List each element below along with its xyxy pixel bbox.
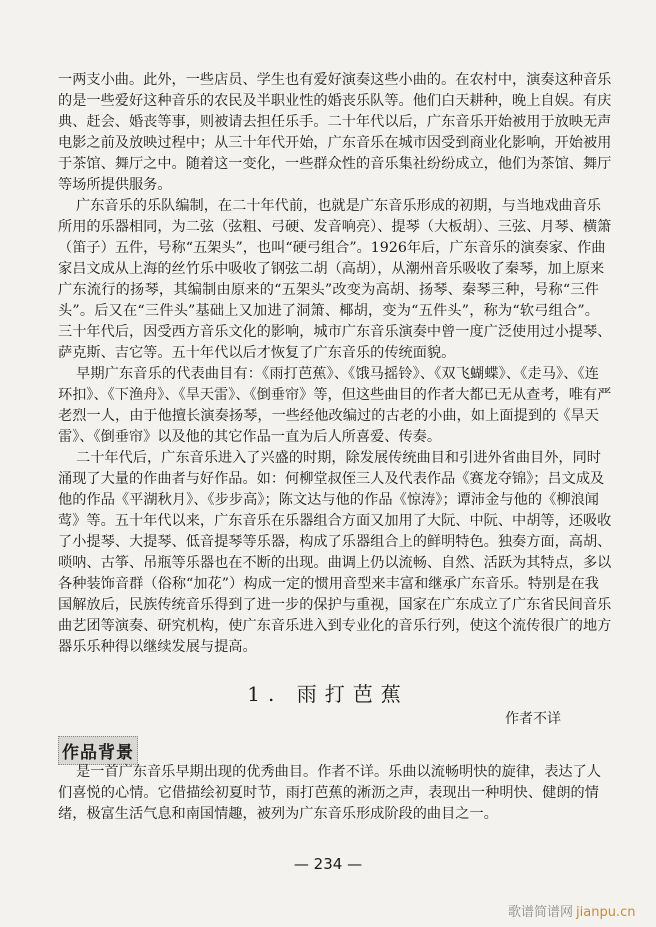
watermark-logo <box>508 901 635 920</box>
text-line: 于茶馆、舞厅之中。随着这一变化，一些群众性的音乐集社纷纷成立，他们为茶馆、舞厅 <box>58 156 612 172</box>
paragraph <box>58 762 599 825</box>
watermark-name: 歌谱简谱网 <box>508 905 574 920</box>
text-line: 广东流行的扬琴，其编制由原来的“五架头”改变为高胡、扬琴、秦琴三种，号称“三件 <box>58 282 599 298</box>
text-line: 等场所提供服务。 <box>58 177 172 193</box>
text-line: 老烈一人，由于他擅长演奏扬琴，一些经他改编过的古老的小曲，如上面提到的《旱天 <box>58 408 599 424</box>
text-line: 家吕文成从上海的丝竹乐中吸收了钢弦二胡（高胡），从潮州音乐吸收了秦琴，加上原来 <box>58 261 605 277</box>
text-line: 绪，极富生活气息和南国情趣，被列为广东音乐形成阶段的曲目之一。 <box>58 806 498 822</box>
paragraph <box>58 196 612 364</box>
paragraph <box>58 364 612 448</box>
section-heading: 作品背景 <box>58 736 138 765</box>
text-line: 了小提琴、大提琴、低音提琴等乐器，构成了乐器组合上的鲜明特色。独奏方面，高胡、 <box>58 534 612 550</box>
text-line: 头”。后又在“三件头”基础上又加进了洞箫、椰胡，变为“五件头”，称为“软弓组合”。 <box>58 303 599 319</box>
text-line: 电影之前及放映过程中；从三十年代开始，广东音乐在城市因受到商业化影响，开始被用 <box>58 135 612 151</box>
paragraph <box>58 70 612 196</box>
text-line: 典、赶会、婚丧等事，则被请去担任乐手。二十年代以后，广东音乐开始被用于放映无声 <box>58 114 612 130</box>
text-line: 国解放后，民族传统音乐得到了进一步的保护与重视，国家在广东成立了广东省民间音乐 <box>58 597 612 613</box>
page-number: — 234 — <box>293 855 363 873</box>
text-line: 所用的乐器相同，为二弦（弦粗、弓硬、发音响亮）、提琴（大板胡）、三弦、月琴、横箫 <box>58 219 612 235</box>
text-line: 的是一些爱好这种音乐的农民及半职业性的婚丧乐队等。他们白天耕种，晚上自娱。有庆 <box>58 93 612 109</box>
text-line: 各种装饰音群（俗称“加花”）构成一定的惯用音型来丰富和继承广东音乐。特别是在我 <box>58 576 599 592</box>
text-line: 二十年代后，广东音乐进入了兴盛的时期，除发展传统曲目和引进外省曲目外，同时 <box>76 450 601 466</box>
text-line: 是一首广东音乐早期出现的优秀曲目。作者不详。乐曲以流畅明快的旋律，表达了人 <box>76 764 601 780</box>
text-line: 涌现了大量的作曲者与好作品。如：何柳堂叔侄三人及代表作品《赛龙夺锦》；吕文成及 <box>58 471 605 487</box>
text-line: 曲艺团等演奏、研究机构，使广东音乐进入到专业化的音乐行列，使这个流传很广的地方 <box>58 618 612 634</box>
text-line: （笛子）五件，号称“五架头”，也叫“硬弓组合”。1926年后，广东音乐的演奏家、作曲 <box>58 240 606 256</box>
text-line: 们喜悦的心情。它借描绘初夏时节，雨打芭蕉的淅沥之声，表现出一种明快、健朗的情 <box>58 785 599 801</box>
text-line: 三十年代后，因受西方音乐文化的影响，城市广东音乐演奏中曾一度广泛使用过小提琴、 <box>58 324 612 340</box>
text-line: 雷》、《倒垂帘》以及他的其它作品一直为后人所喜爱、传奏。 <box>58 429 442 445</box>
text-line: 器乐乐种得以继续发展与提高。 <box>58 639 257 655</box>
text-line: 他的作品《平湖秋月》、《步步高》；陈文达与他的作品《惊涛》；谭沛金与他的《柳浪闻 <box>58 492 599 508</box>
text-line: 环扣》、《下渔舟》、《旱天雷》、《倒垂帘》等，但这些曲目的作者大都已无从查考，唯有严 <box>58 387 612 403</box>
watermark-site: jianpu.cn <box>576 905 636 920</box>
text-line: 早期广东音乐的代表曲目有：《雨打芭蕉》、《饿马摇铃》、《双飞蝴蝶》、《走马》、《连 <box>76 366 599 382</box>
text-line: 莺》等。五十年代以来，广东音乐在乐器组合方面又加用了大阮、中阮、中胡等，还吸收 <box>58 513 612 529</box>
paragraph <box>58 448 612 658</box>
section-text <box>58 762 599 825</box>
piece-title: 1. 雨打芭蕉 <box>247 682 409 706</box>
piece-author: 作者不详 <box>505 711 561 727</box>
text-line: 唢呐、古筝、吊瓶等乐器也在不断的出现。曲调上仍以流畅、自然、活跃为其特点，多以 <box>58 555 612 571</box>
body-text <box>58 70 612 658</box>
text-line: 广东音乐的乐队编制，在二十年代前，也就是广东音乐形成的初期，与当地戏曲音乐 <box>76 198 601 214</box>
text-line: 萨克斯、吉它等。五十年代以后才恢复了广东音乐的传统面貌。 <box>58 345 456 361</box>
text-line: 一两支小曲。此外，一些店员、学生也有爱好演奏这些小曲的。在农村中，演奏这种音乐 <box>58 72 612 88</box>
